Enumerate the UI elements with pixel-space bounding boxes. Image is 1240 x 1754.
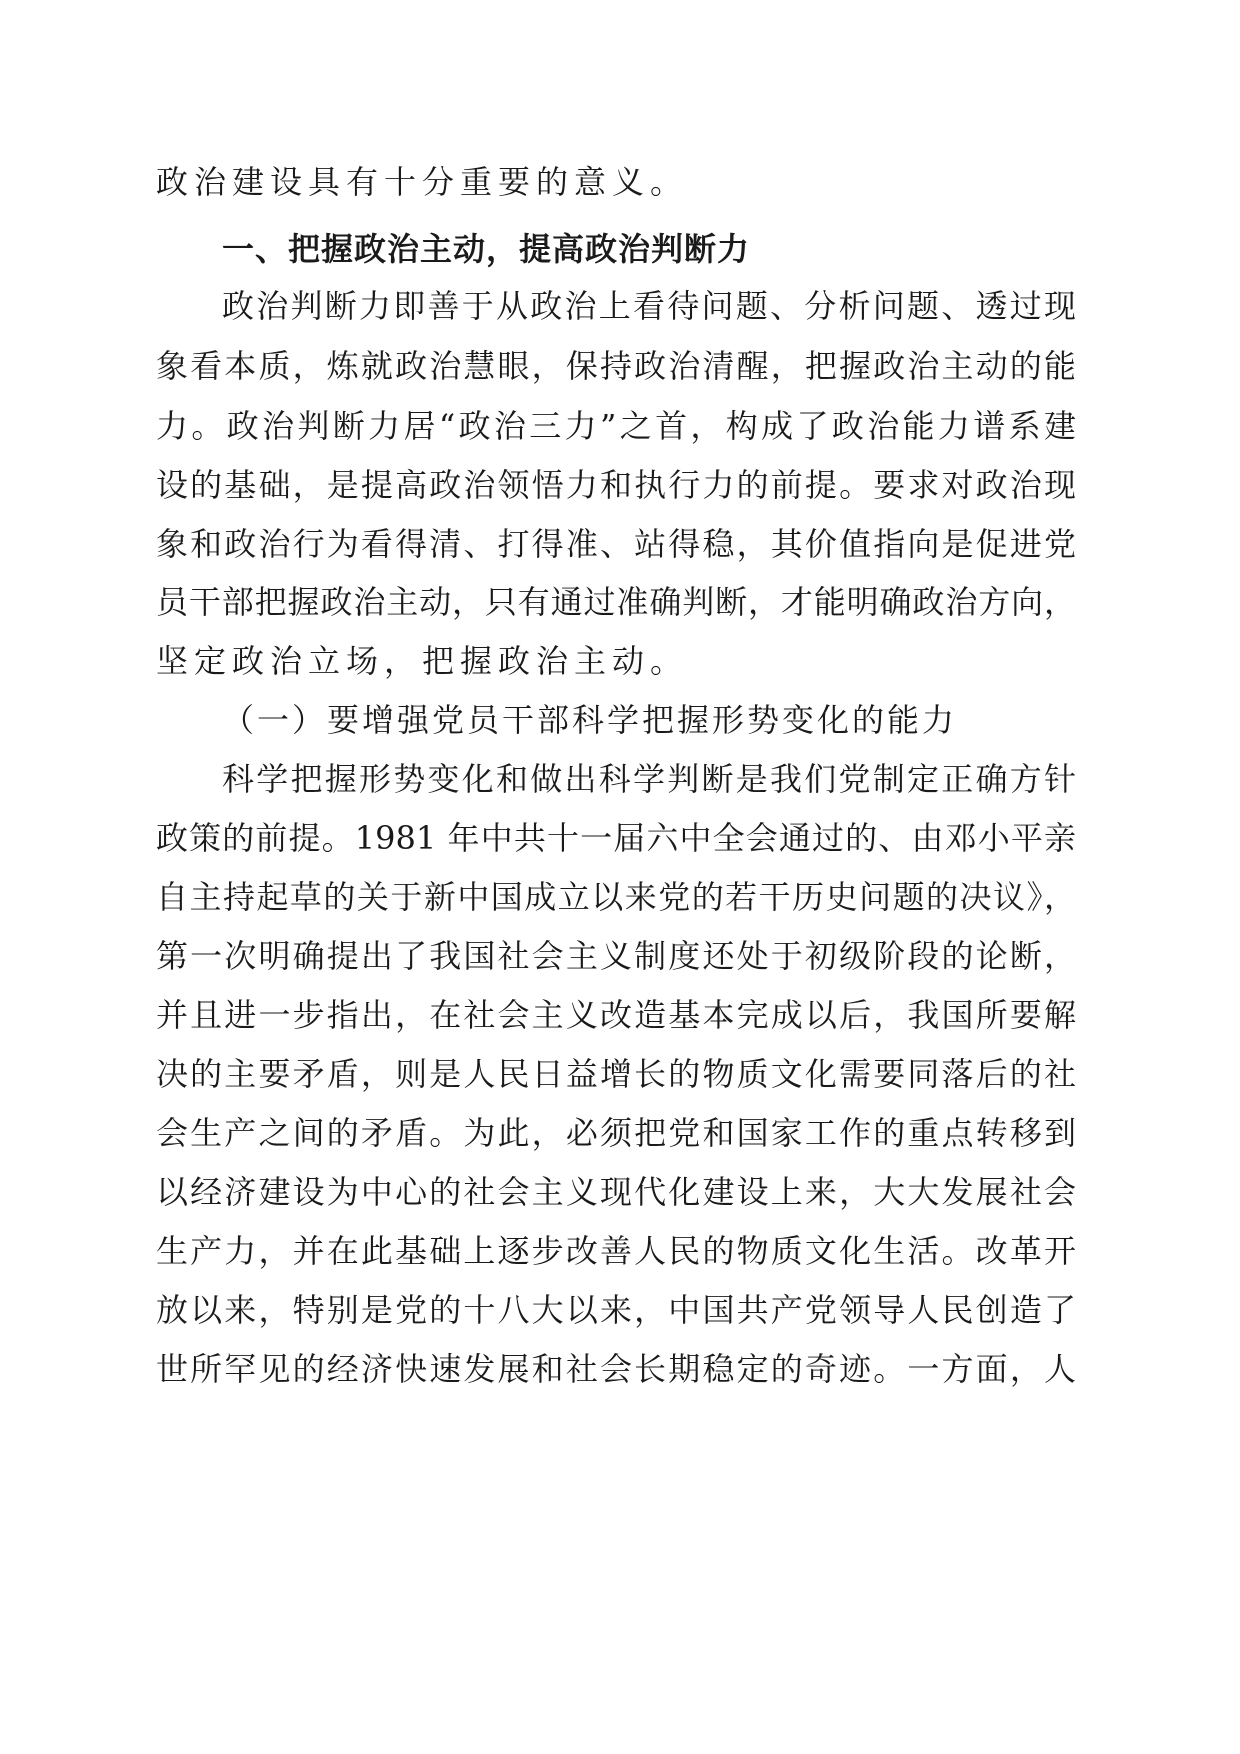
text-line: 决的主要矛盾，则是人民日益增长的物质文化需要同落后的社 — [156, 1055, 1076, 1093]
text-line: 放以来，特别是党的十八大以来，中国共产党领导人民创造了 — [156, 1291, 1076, 1329]
text-line: 以经济建设为中心的社会主义现代化建设上来，大大发展社会 — [156, 1173, 1076, 1211]
text-line: 科学把握形势变化和做出科学判断是我们党制定正确方针 — [222, 760, 1076, 798]
paragraph-end-line: 坚定政治立场，把握政治主动。 — [156, 642, 689, 680]
text-line: 世所罕见的经济快速发展和社会长期稳定的奇迹。一方面，人 — [156, 1350, 1076, 1388]
text-line: 设的基础，是提高政治领悟力和执行力的前提。要求对政治现 — [156, 466, 1076, 504]
text-line: 会生产之间的矛盾。为此，必须把党和国家工作的重点转移到 — [156, 1114, 1076, 1152]
text-line: 象和政治行为看得清、打得准、站得稳，其价值指向是促进党 — [156, 525, 1076, 563]
text-line: 政策的前提。1981 年中共十一届六中全会通过的、由邓小平亲 — [156, 819, 1076, 857]
text-line: 员干部把握政治主动，只有通过准确判断，才能明确政治方向， — [156, 583, 1076, 621]
text-line: 生产力，并在此基础上逐步改善人民的物质文化生活。改革开 — [156, 1232, 1076, 1270]
paragraph-end-line: 政治建设具有十分重要的意义。 — [156, 163, 689, 201]
text-line: 第一次明确提出了我国社会主义制度还处于初级阶段的论断， — [156, 937, 1076, 975]
text-line: 并且进一步指出，在社会主义改造基本完成以后，我国所要解 — [156, 996, 1076, 1034]
text-line: 象看本质，炼就政治慧眼，保持政治清醒，把握政治主动的能 — [156, 347, 1076, 385]
text-line: 政治判断力即善于从政治上看待问题、分析问题、透过现 — [222, 287, 1076, 325]
text-line: 力。政治判断力居“政治三力”之首，构成了政治能力谱系建 — [156, 407, 1076, 445]
subsection-heading: （一）要增强党员干部科学把握形势变化的能力 — [222, 701, 958, 739]
section-heading: 一、把握政治主动，提高政治判断力 — [222, 230, 751, 268]
text-line: 自主持起草的关于新中国成立以来党的若干历史问题的决议》， — [156, 878, 1076, 916]
